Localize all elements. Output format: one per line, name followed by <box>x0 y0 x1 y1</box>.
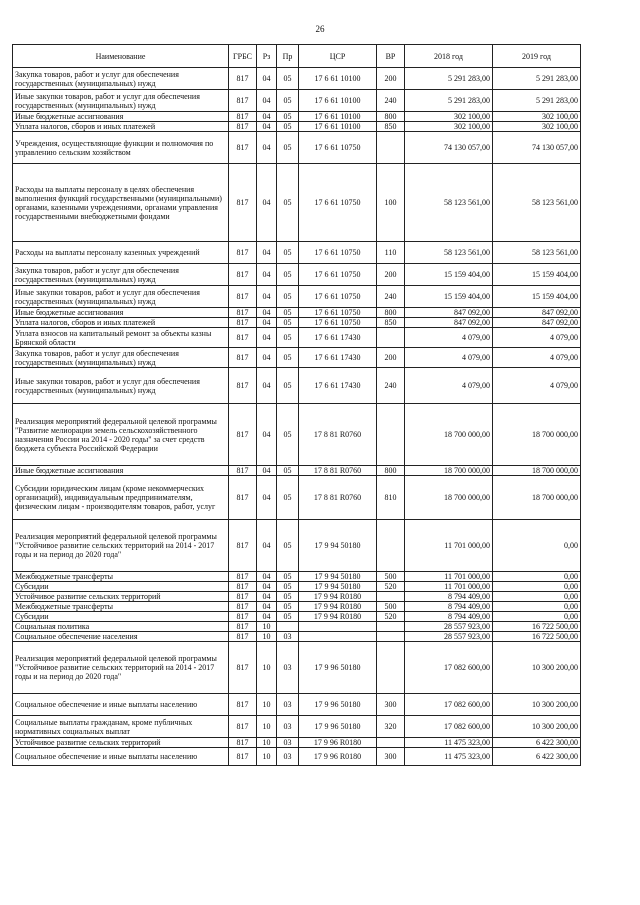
table-row <box>13 592 581 602</box>
cell-pr: 05 <box>277 348 299 368</box>
cell-csr: 17 6 61 10750 <box>299 308 377 318</box>
table-row <box>13 572 581 582</box>
cell-rz: 04 <box>257 602 277 612</box>
table-row <box>13 368 581 404</box>
cell-2018: 8 794 409,00 <box>405 612 493 622</box>
cell-name: Социальное обеспечение населения <box>13 632 229 642</box>
cell-grbs: 817 <box>229 572 257 582</box>
cell-2018: 18 700 000,00 <box>405 476 493 520</box>
cell-pr: 03 <box>277 632 299 642</box>
cell-vr: 200 <box>377 68 405 90</box>
table-row <box>13 264 581 286</box>
cell-rz: 04 <box>257 466 277 476</box>
cell-vr: 320 <box>377 716 405 738</box>
cell-grbs: 817 <box>229 122 257 132</box>
header-2018: 2018 год <box>405 45 493 68</box>
cell-name: Социальная политика <box>13 622 229 632</box>
cell-grbs: 817 <box>229 286 257 308</box>
cell-csr: 17 9 96 R0180 <box>299 748 377 766</box>
cell-2019: 15 159 404,00 <box>493 264 581 286</box>
cell-name: Закупка товаров, работ и услуг для обеспечения государственных (муниципальных) нужд <box>13 348 229 368</box>
cell-2018: 5 291 283,00 <box>405 90 493 112</box>
cell-grbs: 817 <box>229 264 257 286</box>
table-row <box>13 602 581 612</box>
cell-grbs: 817 <box>229 602 257 612</box>
table-header-row <box>13 45 581 68</box>
cell-rz: 10 <box>257 716 277 738</box>
cell-2018: 15 159 404,00 <box>405 264 493 286</box>
cell-name: Расходы на выплаты персоналу в целях обеспечения выполнения функций государственными (муниципальными) органами, казенными учреждениями, органами управления государственными внебюджетными фондами <box>13 164 229 242</box>
cell-2018: 847 092,00 <box>405 308 493 318</box>
cell-grbs: 817 <box>229 716 257 738</box>
table-row <box>13 328 581 348</box>
cell-2019: 0,00 <box>493 602 581 612</box>
cell-vr: 240 <box>377 90 405 112</box>
cell-rz: 04 <box>257 368 277 404</box>
cell-pr: 05 <box>277 602 299 612</box>
cell-2018: 11 701 000,00 <box>405 572 493 582</box>
cell-2019: 5 291 283,00 <box>493 90 581 112</box>
cell-rz: 04 <box>257 592 277 602</box>
cell-rz: 04 <box>257 122 277 132</box>
cell-csr: 17 8 81 R0760 <box>299 404 377 466</box>
cell-2019: 10 300 200,00 <box>493 716 581 738</box>
cell-grbs: 817 <box>229 748 257 766</box>
cell-2019: 4 079,00 <box>493 348 581 368</box>
cell-name: Социальные выплаты гражданам, кроме публичных нормативных социальных выплат <box>13 716 229 738</box>
cell-2018: 17 082 600,00 <box>405 694 493 716</box>
cell-vr <box>377 520 405 572</box>
cell-grbs: 817 <box>229 582 257 592</box>
header-2019: 2019 год <box>493 45 581 68</box>
budget-table <box>12 44 581 766</box>
cell-rz: 04 <box>257 328 277 348</box>
header-name: Наименование <box>13 45 229 68</box>
table-row <box>13 242 581 264</box>
cell-name: Расходы на выплаты персоналу казенных учреждений <box>13 242 229 264</box>
cell-pr: 05 <box>277 612 299 622</box>
cell-rz: 04 <box>257 318 277 328</box>
cell-vr: 240 <box>377 368 405 404</box>
cell-2018: 11 701 000,00 <box>405 520 493 572</box>
cell-vr: 520 <box>377 582 405 592</box>
cell-rz: 04 <box>257 404 277 466</box>
header-rz: Рз <box>257 45 277 68</box>
cell-csr: 17 9 94 R0180 <box>299 592 377 602</box>
cell-vr: 850 <box>377 122 405 132</box>
cell-rz: 10 <box>257 694 277 716</box>
cell-pr: 05 <box>277 164 299 242</box>
table-row <box>13 748 581 766</box>
cell-2018: 302 100,00 <box>405 122 493 132</box>
header-grbs: ГРБС <box>229 45 257 68</box>
cell-2018: 28 557 923,00 <box>405 622 493 632</box>
cell-2019: 15 159 404,00 <box>493 286 581 308</box>
cell-pr: 03 <box>277 738 299 748</box>
cell-vr <box>377 632 405 642</box>
table-row <box>13 164 581 242</box>
cell-vr: 100 <box>377 164 405 242</box>
cell-grbs: 817 <box>229 90 257 112</box>
cell-2018: 4 079,00 <box>405 328 493 348</box>
cell-name: Иные закупки товаров, работ и услуг для обеспечения государственных (муниципальных) нужд <box>13 368 229 404</box>
cell-2019: 58 123 561,00 <box>493 164 581 242</box>
cell-csr: 17 6 61 17430 <box>299 348 377 368</box>
cell-csr: 17 6 61 10100 <box>299 90 377 112</box>
cell-2018: 8 794 409,00 <box>405 602 493 612</box>
cell-rz: 04 <box>257 264 277 286</box>
cell-2018: 11 701 000,00 <box>405 582 493 592</box>
cell-grbs: 817 <box>229 694 257 716</box>
cell-name: Субсидии юридическим лицам (кроме некоммерческих организаций), индивидуальным предпринимателям, физическим лицам - производителям товаров, работ, услуг <box>13 476 229 520</box>
table-row <box>13 122 581 132</box>
cell-pr: 03 <box>277 716 299 738</box>
cell-csr: 17 6 61 10750 <box>299 242 377 264</box>
cell-pr: 03 <box>277 694 299 716</box>
cell-pr: 05 <box>277 466 299 476</box>
cell-2018: 11 475 323,00 <box>405 738 493 748</box>
cell-name: Иные бюджетные ассигнования <box>13 308 229 318</box>
cell-2019: 18 700 000,00 <box>493 404 581 466</box>
cell-2018: 11 475 323,00 <box>405 748 493 766</box>
cell-2018: 18 700 000,00 <box>405 404 493 466</box>
cell-pr: 05 <box>277 572 299 582</box>
cell-vr: 200 <box>377 348 405 368</box>
cell-pr: 05 <box>277 68 299 90</box>
cell-rz: 04 <box>257 68 277 90</box>
cell-grbs: 817 <box>229 520 257 572</box>
cell-pr: 05 <box>277 318 299 328</box>
table-row <box>13 348 581 368</box>
table-row <box>13 90 581 112</box>
table-row <box>13 622 581 632</box>
cell-name: Иные закупки товаров, работ и услуг для обеспечения государственных (муниципальных) нужд <box>13 286 229 308</box>
cell-pr: 03 <box>277 642 299 694</box>
cell-name: Реализация мероприятий федеральной целевой программы "Развитие мелиорации земель сельскохозяйственного назначения России на 2014 - 2020 годы" за счет средств бюджета субъекта Российской Федерации <box>13 404 229 466</box>
cell-rz: 04 <box>257 286 277 308</box>
cell-2019: 0,00 <box>493 582 581 592</box>
header-vr: ВР <box>377 45 405 68</box>
cell-grbs: 817 <box>229 112 257 122</box>
cell-csr: 17 9 96 50180 <box>299 716 377 738</box>
table-row <box>13 612 581 622</box>
cell-vr: 500 <box>377 602 405 612</box>
cell-name: Иные бюджетные ассигнования <box>13 466 229 476</box>
cell-name: Социальное обеспечение и иные выплаты населению <box>13 694 229 716</box>
cell-name: Реализация мероприятий федеральной целевой программы "Устойчивое развитие сельских территорий на 2014 - 2017 годы и на период до 2020 года" <box>13 642 229 694</box>
cell-2019: 18 700 000,00 <box>493 466 581 476</box>
table-body <box>13 68 581 766</box>
cell-2018: 28 557 923,00 <box>405 632 493 642</box>
cell-2018: 58 123 561,00 <box>405 164 493 242</box>
cell-2019: 74 130 057,00 <box>493 132 581 164</box>
cell-pr: 05 <box>277 520 299 572</box>
cell-pr: 03 <box>277 748 299 766</box>
cell-rz: 04 <box>257 132 277 164</box>
cell-pr: 05 <box>277 90 299 112</box>
cell-2019: 6 422 300,00 <box>493 738 581 748</box>
table-row <box>13 286 581 308</box>
cell-2019: 0,00 <box>493 592 581 602</box>
cell-2019: 302 100,00 <box>493 112 581 122</box>
cell-vr <box>377 642 405 694</box>
cell-csr: 17 6 61 10750 <box>299 164 377 242</box>
cell-vr <box>377 738 405 748</box>
cell-rz: 04 <box>257 164 277 242</box>
cell-name: Закупка товаров, работ и услуг для обеспечения государственных (муниципальных) нужд <box>13 264 229 286</box>
cell-rz: 04 <box>257 572 277 582</box>
table-row <box>13 308 581 318</box>
cell-pr: 05 <box>277 328 299 348</box>
cell-2019: 847 092,00 <box>493 318 581 328</box>
table-row <box>13 520 581 572</box>
cell-name: Субсидии <box>13 612 229 622</box>
cell-2019: 0,00 <box>493 572 581 582</box>
cell-rz: 04 <box>257 112 277 122</box>
cell-rz: 10 <box>257 632 277 642</box>
cell-2019: 6 422 300,00 <box>493 748 581 766</box>
cell-2019: 0,00 <box>493 520 581 572</box>
cell-vr: 800 <box>377 112 405 122</box>
cell-csr: 17 6 61 10750 <box>299 286 377 308</box>
cell-grbs: 817 <box>229 368 257 404</box>
table-row <box>13 132 581 164</box>
cell-grbs: 817 <box>229 622 257 632</box>
cell-rz: 04 <box>257 90 277 112</box>
cell-2018: 74 130 057,00 <box>405 132 493 164</box>
cell-rz: 10 <box>257 642 277 694</box>
cell-vr: 810 <box>377 476 405 520</box>
cell-2019: 302 100,00 <box>493 122 581 132</box>
table-row <box>13 68 581 90</box>
cell-2019: 0,00 <box>493 612 581 622</box>
cell-2019: 5 291 283,00 <box>493 68 581 90</box>
cell-name: Уплата налогов, сборов и иных платежей <box>13 318 229 328</box>
cell-name: Межбюджетные трансферты <box>13 602 229 612</box>
cell-name: Уплата взносов на капитальный ремонт за объекты казны Брянской области <box>13 328 229 348</box>
cell-rz: 04 <box>257 308 277 318</box>
cell-grbs: 817 <box>229 318 257 328</box>
table-row <box>13 112 581 122</box>
cell-vr: 300 <box>377 748 405 766</box>
cell-rz: 04 <box>257 612 277 622</box>
cell-pr: 05 <box>277 242 299 264</box>
cell-rz: 10 <box>257 622 277 632</box>
cell-2018: 847 092,00 <box>405 318 493 328</box>
cell-rz: 10 <box>257 748 277 766</box>
cell-pr: 05 <box>277 112 299 122</box>
cell-grbs: 817 <box>229 592 257 602</box>
cell-vr <box>377 404 405 466</box>
cell-csr: 17 9 94 50180 <box>299 582 377 592</box>
cell-pr: 05 <box>277 368 299 404</box>
cell-name: Субсидии <box>13 582 229 592</box>
cell-2019: 10 300 200,00 <box>493 642 581 694</box>
cell-csr <box>299 632 377 642</box>
cell-pr <box>277 622 299 632</box>
cell-vr: 110 <box>377 242 405 264</box>
cell-csr: 17 6 61 10100 <box>299 68 377 90</box>
table-row <box>13 694 581 716</box>
cell-2018: 4 079,00 <box>405 368 493 404</box>
cell-pr: 05 <box>277 308 299 318</box>
cell-2018: 5 291 283,00 <box>405 68 493 90</box>
header-csr: ЦСР <box>299 45 377 68</box>
cell-vr: 500 <box>377 572 405 582</box>
cell-grbs: 817 <box>229 308 257 318</box>
cell-pr: 05 <box>277 404 299 466</box>
cell-grbs: 817 <box>229 132 257 164</box>
cell-csr: 17 8 81 R0760 <box>299 476 377 520</box>
cell-csr: 17 6 61 10750 <box>299 132 377 164</box>
cell-2019: 16 722 500,00 <box>493 622 581 632</box>
cell-grbs: 817 <box>229 476 257 520</box>
cell-vr: 200 <box>377 264 405 286</box>
table-row <box>13 642 581 694</box>
cell-pr: 05 <box>277 476 299 520</box>
table-row <box>13 716 581 738</box>
cell-rz: 04 <box>257 476 277 520</box>
cell-grbs: 817 <box>229 612 257 622</box>
cell-name: Межбюджетные трансферты <box>13 572 229 582</box>
cell-name: Устойчивое развитие сельских территорий <box>13 738 229 748</box>
cell-csr: 17 9 96 R0180 <box>299 738 377 748</box>
cell-pr: 05 <box>277 582 299 592</box>
cell-name: Иные бюджетные ассигнования <box>13 112 229 122</box>
cell-pr: 05 <box>277 264 299 286</box>
cell-name: Устойчивое развитие сельских территорий <box>13 592 229 602</box>
cell-vr: 800 <box>377 466 405 476</box>
cell-vr <box>377 592 405 602</box>
cell-vr: 800 <box>377 308 405 318</box>
cell-csr: 17 6 61 17430 <box>299 328 377 348</box>
cell-grbs: 817 <box>229 328 257 348</box>
cell-vr <box>377 622 405 632</box>
cell-name: Социальное обеспечение и иные выплаты населению <box>13 748 229 766</box>
cell-name: Закупка товаров, работ и услуг для обеспечения государственных (муниципальных) нужд <box>13 68 229 90</box>
cell-pr: 05 <box>277 592 299 602</box>
cell-2018: 302 100,00 <box>405 112 493 122</box>
cell-pr: 05 <box>277 122 299 132</box>
cell-csr: 17 9 94 R0180 <box>299 602 377 612</box>
table-row <box>13 582 581 592</box>
cell-2018: 17 082 600,00 <box>405 716 493 738</box>
cell-2018: 4 079,00 <box>405 348 493 368</box>
cell-csr: 17 6 61 10750 <box>299 264 377 286</box>
cell-csr: 17 9 96 50180 <box>299 694 377 716</box>
table-row <box>13 738 581 748</box>
cell-csr: 17 9 94 50180 <box>299 572 377 582</box>
cell-grbs: 817 <box>229 466 257 476</box>
cell-2019: 18 700 000,00 <box>493 476 581 520</box>
cell-2018: 18 700 000,00 <box>405 466 493 476</box>
cell-grbs: 817 <box>229 164 257 242</box>
cell-grbs: 817 <box>229 348 257 368</box>
cell-name: Учреждения, осуществляющие функции и полномочия по управлению сельским хозяйством <box>13 132 229 164</box>
cell-vr: 520 <box>377 612 405 622</box>
cell-csr: 17 6 61 10750 <box>299 318 377 328</box>
cell-grbs: 817 <box>229 738 257 748</box>
cell-2019: 4 079,00 <box>493 368 581 404</box>
cell-rz: 04 <box>257 582 277 592</box>
header-pr: Пр <box>277 45 299 68</box>
cell-csr <box>299 622 377 632</box>
cell-grbs: 817 <box>229 68 257 90</box>
cell-csr: 17 9 94 50180 <box>299 520 377 572</box>
table-row <box>13 404 581 466</box>
cell-name: Иные закупки товаров, работ и услуг для обеспечения государственных (муниципальных) нужд <box>13 90 229 112</box>
cell-2019: 4 079,00 <box>493 328 581 348</box>
cell-vr: 850 <box>377 318 405 328</box>
table-row <box>13 466 581 476</box>
cell-2018: 8 794 409,00 <box>405 592 493 602</box>
cell-2019: 16 722 500,00 <box>493 632 581 642</box>
cell-csr: 17 9 94 R0180 <box>299 612 377 622</box>
cell-2018: 15 159 404,00 <box>405 286 493 308</box>
cell-2019: 58 123 561,00 <box>493 242 581 264</box>
cell-2018: 58 123 561,00 <box>405 242 493 264</box>
cell-grbs: 817 <box>229 242 257 264</box>
cell-pr: 05 <box>277 132 299 164</box>
cell-grbs: 817 <box>229 632 257 642</box>
cell-2019: 847 092,00 <box>493 308 581 318</box>
cell-vr <box>377 132 405 164</box>
table-row <box>13 476 581 520</box>
page-number: 26 <box>315 24 325 34</box>
cell-csr: 17 6 61 17430 <box>299 368 377 404</box>
table-row <box>13 318 581 328</box>
cell-rz: 10 <box>257 738 277 748</box>
cell-pr: 05 <box>277 286 299 308</box>
cell-csr: 17 8 81 R0760 <box>299 466 377 476</box>
table-row <box>13 632 581 642</box>
cell-grbs: 817 <box>229 642 257 694</box>
cell-vr: 300 <box>377 694 405 716</box>
cell-rz: 04 <box>257 242 277 264</box>
cell-csr: 17 9 96 50180 <box>299 642 377 694</box>
cell-csr: 17 6 61 10100 <box>299 122 377 132</box>
cell-rz: 04 <box>257 520 277 572</box>
cell-2019: 10 300 200,00 <box>493 694 581 716</box>
cell-2018: 17 082 600,00 <box>405 642 493 694</box>
cell-name: Уплата налогов, сборов и иных платежей <box>13 122 229 132</box>
cell-csr: 17 6 61 10100 <box>299 112 377 122</box>
cell-vr: 240 <box>377 286 405 308</box>
cell-vr <box>377 328 405 348</box>
cell-grbs: 817 <box>229 404 257 466</box>
cell-name: Реализация мероприятий федеральной целевой программы "Устойчивое развитие сельских территорий на 2014 - 2017 годы и на период до 2020 года" <box>13 520 229 572</box>
cell-rz: 04 <box>257 348 277 368</box>
